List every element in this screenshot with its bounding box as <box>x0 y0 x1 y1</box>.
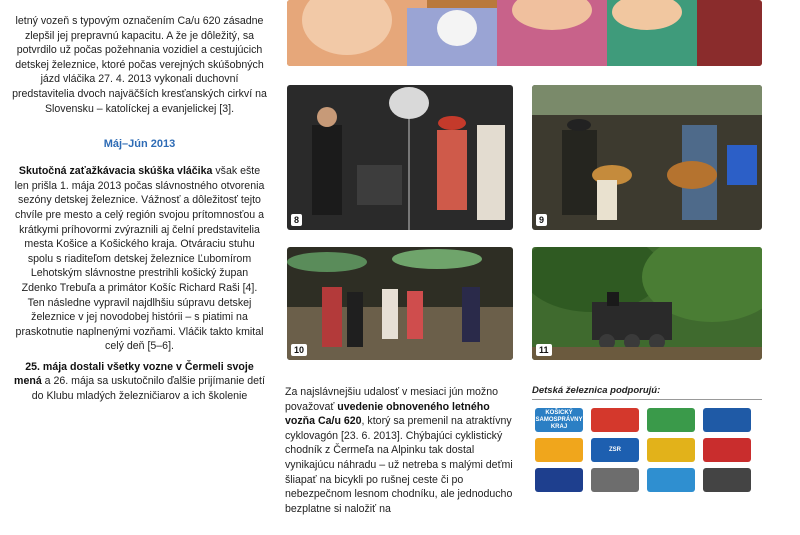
paragraph-body: a 26. mája sa uskutočnilo ďalšie prijímanie detí do Klubu mladých železničiarov a ich školenie <box>31 375 265 403</box>
paragraph-body: však ešte len prišla 1. mája 2013 počas slávnostného otvorenia sezóny detskej železnice. Vážnosť a dôležitosť tejto chvíle pre mesto a celý región svojou prítomnosťou a krátkymi príhovormi zvýraznili aj čelní predstavitelia mesta Košice a Košického kraja. Otváraciu stuhu spolu s riaditeľom detskej železnice Ľubomírom Lehotským slávnostne prestrihli košický župan Zdenko Trebuľa a primátor Košíc Richard Raši [4]. Ten následne vypravil najdlhšiu súpravu detskej železnice v jej novodobej histórii – s piatimi na praskotnutie naplnenými vozňami. Vláčik takto kmital celý deň [5–6]. <box>14 165 265 353</box>
supporter-logo <box>703 408 751 432</box>
supporter-logo <box>535 438 583 462</box>
photo-10-image <box>287 247 513 360</box>
supporters-title: Detská železnica podporujú: <box>532 385 762 400</box>
supporter-logo <box>703 468 751 492</box>
supporter-logo <box>591 408 639 432</box>
paragraph-june <box>285 385 517 516</box>
supporters-panel <box>532 385 762 400</box>
photo-11 <box>532 247 762 360</box>
supporter-logo <box>647 438 695 462</box>
paragraph-lead: uvedenie obnoveného letného vozňa Ca/u 620 <box>285 400 490 428</box>
photo-8 <box>287 85 513 230</box>
section-heading: Máj–Jún 2013 <box>103 138 176 151</box>
photo-9-image <box>532 85 762 230</box>
photo-9 <box>532 85 762 230</box>
photo-children-image <box>287 0 762 66</box>
photo-8-image <box>287 85 513 230</box>
supporter-logo <box>647 408 695 432</box>
paragraph-body: , ktorý sa premenil na atraktívny cyklovagón [23. 6. 2013]. Chýbajúci cyklistický chodník z Čermeľa na Alpinku tak dostal vynikajúcu náhradu – už netreba s malými deťmi šliapať na bicykli po rušnej ceste či po nebezpečnom lesnom chodníku, ale jednoducho bezplatne si naložiť na <box>285 415 513 515</box>
photo-number: 9 <box>536 214 547 226</box>
photo-children-top <box>287 0 762 66</box>
supporter-logo: KOŠICKÝ SAMOSPRÁVNY KRAJ <box>535 408 583 432</box>
supporter-logo <box>591 468 639 492</box>
intro-paragraph: letný vozeň s typovým označením Ca/u 620 zásadne zlepšil jej prepravnú kapacitu. A že je dôležitý, sa potvrdilo už počas požehnania vozidiel a cestujúcich detskej železnice, ktoré počas verejných skúšobných jázd vláčika 27. 4. 2013 vykonali duchovní predstavitelia dvoch najväčších kresťanských cirkví na Slovensku – katolíckej a evanjelickej [3]. <box>12 15 267 115</box>
photo-number: 8 <box>291 214 302 226</box>
supporter-logo <box>535 468 583 492</box>
photo-10 <box>287 247 513 360</box>
photo-11-image <box>532 247 762 360</box>
supporter-logo: ZSR <box>591 438 639 462</box>
left-text-column <box>12 0 267 535</box>
paragraph-may-opening <box>12 164 267 354</box>
supporter-logo <box>647 468 695 492</box>
paragraph-body: Za najslávnejšiu udalosť v mesiaci jún možno považovať <box>285 386 499 413</box>
paragraph-lead: Skutočná zaťažkávacia skúška vláčika <box>18 165 213 178</box>
photo-number: 10 <box>291 344 307 356</box>
paragraph-lead: 25. mája dostali všetky vozne v Čermeli svoje mená <box>14 360 254 388</box>
photo-number: 11 <box>536 344 552 356</box>
paragraph-may-names <box>12 360 267 404</box>
middle-text-column <box>285 385 517 516</box>
supporter-logo <box>703 438 751 462</box>
